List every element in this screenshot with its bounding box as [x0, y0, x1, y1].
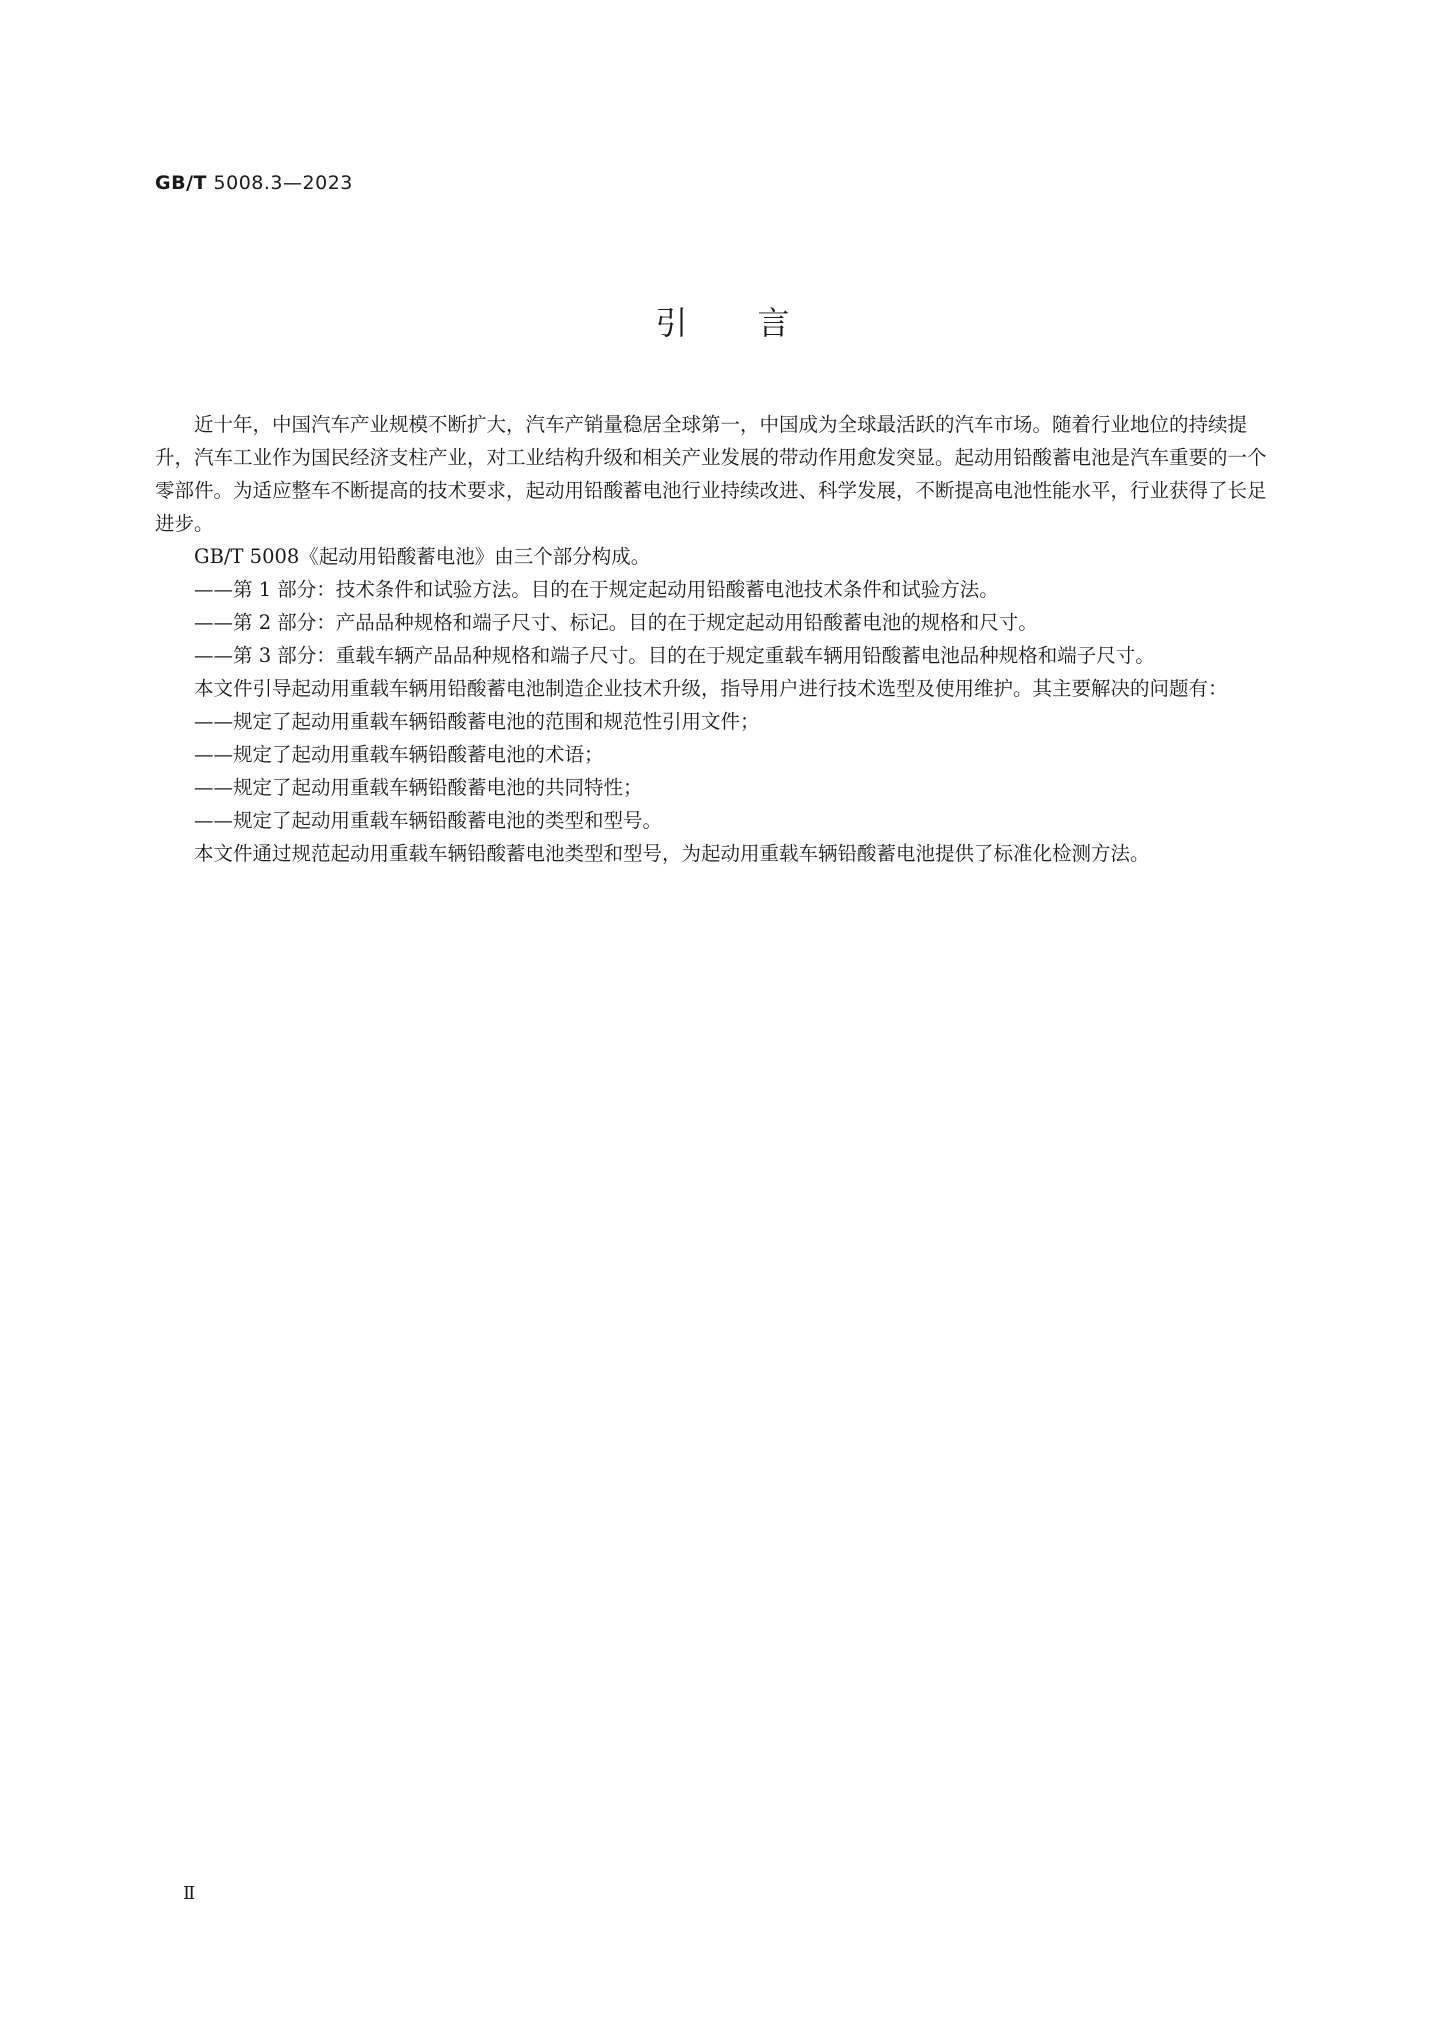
- standard-prefix: GB/T: [155, 172, 207, 194]
- standard-number: [155, 172, 353, 194]
- paragraph-purpose: 本文件引导起动用重载车辆用铅酸蓄电池制造企业技术升级，指导用户进行技术选型及使用维护。其主要解决的问题有：: [194, 677, 1228, 700]
- list-item-part-2: ——第 2 部分：产品品种规格和端子尺寸、标记。目的在于规定起动用铅酸蓄电池的规格和尺寸。: [194, 611, 1038, 634]
- standard-code: 5008.3—2023: [213, 172, 353, 194]
- page-title: 引言: [655, 304, 860, 342]
- list-item-problem-3: ——规定了起动用重载车辆铅酸蓄电池的共同特性；: [194, 776, 643, 799]
- paragraph-background: 近十年，中国汽车产业规模不断扩大，汽车产销量稳居全球第一，中国成为全球最活跃的汽车市场。随着行业地位的持续提升，汽车工业作为国民经济支柱产业，对工业结构升级和相关产业发展的带动作用愈发突显。起动用铅酸蓄电池是汽车重要的一个零部件。为适应整车不断提高的技术要求，起动用铅酸蓄电池行业持续改进、科学发展，不断提高电池性能水平，行业获得了长足进步。: [155, 413, 1267, 535]
- list-item-part-3: ——第 3 部分：重载车辆产品品种规格和端子尺寸。目的在于规定重载车辆用铅酸蓄电池品种规格和端子尺寸。: [194, 644, 1155, 667]
- list-item-part-1: ——第 1 部分：技术条件和试验方法。目的在于规定起动用铅酸蓄电池技术条件和试验方法。: [194, 578, 999, 601]
- list-item-problem-1: ——规定了起动用重载车辆铅酸蓄电池的范围和规范性引用文件；: [194, 710, 760, 733]
- introduction-body: [155, 408, 1282, 870]
- list-item-problem-4: ——规定了起动用重载车辆铅酸蓄电池的类型和型号。: [194, 809, 663, 832]
- paragraph-conclusion: 本文件通过规范起动用重载车辆铅酸蓄电池类型和型号，为起动用重载车辆铅酸蓄电池提供了标准化检测方法。: [194, 842, 1150, 865]
- page-number: Ⅱ: [183, 1883, 196, 1904]
- paragraph-structure: GB/T 5008《起动用铅酸蓄电池》由三个部分构成。: [194, 545, 651, 568]
- list-item-problem-2: ——规定了起动用重载车辆铅酸蓄电池的术语；: [194, 743, 604, 766]
